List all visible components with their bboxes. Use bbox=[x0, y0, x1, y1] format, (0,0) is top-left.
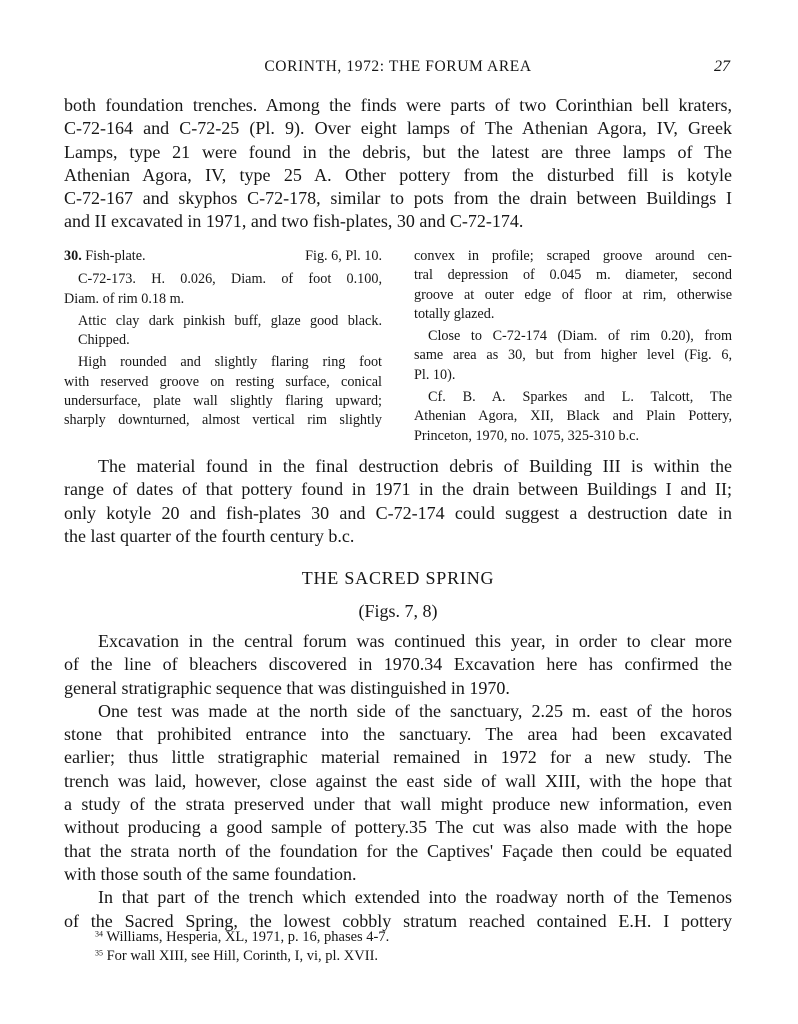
destruction-paragraph bbox=[64, 455, 732, 548]
running-head-title: CORINTH, 1972: THE FORUM AREA bbox=[264, 58, 532, 75]
catalog-figure-ref: Fig. 6, Pl. 10. bbox=[305, 248, 382, 264]
catalog-comparison: Close to C-72-174 (Diam. of rim 0.20), from same area as 30, but from higher level (Fig. 6, Pl. 10). bbox=[414, 328, 732, 383]
catalog-left-column bbox=[64, 247, 382, 434]
intro-line: C-72-167 and skyphos C-72-178, similar to pots from the drain between Buildings I bbox=[64, 188, 732, 209]
section-title: THE SACRED SPRING bbox=[301, 568, 495, 588]
intro-line: C-72-164 and C-72-25 (Pl. 9). Over eight lamps of The Athenian Agora, IV, Greek bbox=[64, 118, 732, 139]
intro-line: and II excavated in 1971, and two fish-plates, 30 and C-72-174. bbox=[64, 211, 524, 232]
intro-line: Lamps, type 21 were found in the debris, but the latest are three lamps of The bbox=[64, 141, 732, 162]
catalog-description: High rounded and slightly flaring ring foot with reserved groove on resting surface, conical undersurface, plate wall slightly flaring upward; sharply downturned, almost vertical rim slightly bbox=[64, 354, 382, 429]
body-line: The material found in the final destruction debris of Building III is within the bbox=[98, 456, 732, 476]
body-line: only kotyle 20 and fish-plates 30 and C-72-174 could suggest a destruction date in bbox=[64, 502, 732, 523]
footnote-text: Williams, Hesperia, XL, 1971, p. 16, phases 4-7. bbox=[106, 929, 390, 945]
footnote-34 bbox=[95, 928, 695, 947]
footnotes bbox=[95, 928, 695, 966]
running-head bbox=[64, 58, 732, 80]
catalog-bibliography: Cf. B. A. Sparkes and L. Talcott, The Athenian Agora, XII, Black and Plain Pottery, Princeton, 1970, no. 1075, 325-310 b.c. bbox=[414, 389, 732, 444]
catalog-right-column bbox=[414, 247, 732, 449]
intro-line: both foundation trenches. Among the finds were parts of two Corinthian bell kraters, bbox=[64, 95, 732, 115]
footnote-marker: 34 bbox=[95, 929, 103, 939]
catalog-fabric: Attic clay dark pinkish buff, glaze good black. Chipped. bbox=[78, 312, 382, 349]
footnote-35 bbox=[95, 947, 695, 966]
body-line: the last quarter of the fourth century b.c. bbox=[64, 525, 355, 546]
catalog-measurements: C-72-173. H. 0.026, Diam. of foot 0.100, Diam. of rim 0.18 m. bbox=[64, 271, 382, 307]
intro-paragraph bbox=[64, 94, 732, 234]
body-line: range of dates of that pottery found in 1971 in the drain between Buildings I and II; bbox=[64, 479, 732, 500]
catalog-entry-heading bbox=[64, 247, 382, 266]
catalog-number: 30. bbox=[64, 248, 82, 264]
catalog-entry bbox=[64, 247, 732, 444]
catalog-description-cont: convex in profile; scraped groove around cen- tral depression of 0.045 m. diameter, second groove at outer edge of floor at rim, otherwise totally glazed. bbox=[414, 248, 732, 322]
footnote-text: For wall XIII, see Hill, Corinth, I, vi, pl. XVII. bbox=[106, 948, 379, 964]
page-number: 27 bbox=[714, 58, 730, 75]
catalog-object-name: Fish-plate. bbox=[85, 248, 146, 264]
sacred-spring-text: Excavation in the central forum was continued this year, in order to clear more of the line of bleachers discovered in 1970.34 Excavation here has confirmed the general stratigraphic sequence that was distinguished in 1970. One test was made at the north side of the sanctuary, 2.25 m. east of the horos stone that prohibited entrance into the sanctuary. The area had been excavated earlier; thus little stratigraphic material remained in 1972 for a new study. The trench was laid, however, close against the east side of wall XIII, with the hope that a study of the strata preserved under that wall might produce new information, even without producing a good sample of pottery.35 The cut was also made with the hope that the strata north of the foundation for the Captives' Façade then could be equated with those south of the same foundation. In that part of the trench which extended into the roadway north of the Temenos of the Sacred Spring, the lowest cobbly stratum reached contained E.H. I pottery bbox=[64, 631, 732, 931]
intro-line: Athenian Agora, IV, type 25 A. Other pottery from the disturbed fill is kotyle bbox=[64, 164, 732, 185]
section-figures-ref: (Figs. 7, 8) bbox=[358, 601, 438, 621]
footnote-marker: 35 bbox=[95, 948, 103, 958]
